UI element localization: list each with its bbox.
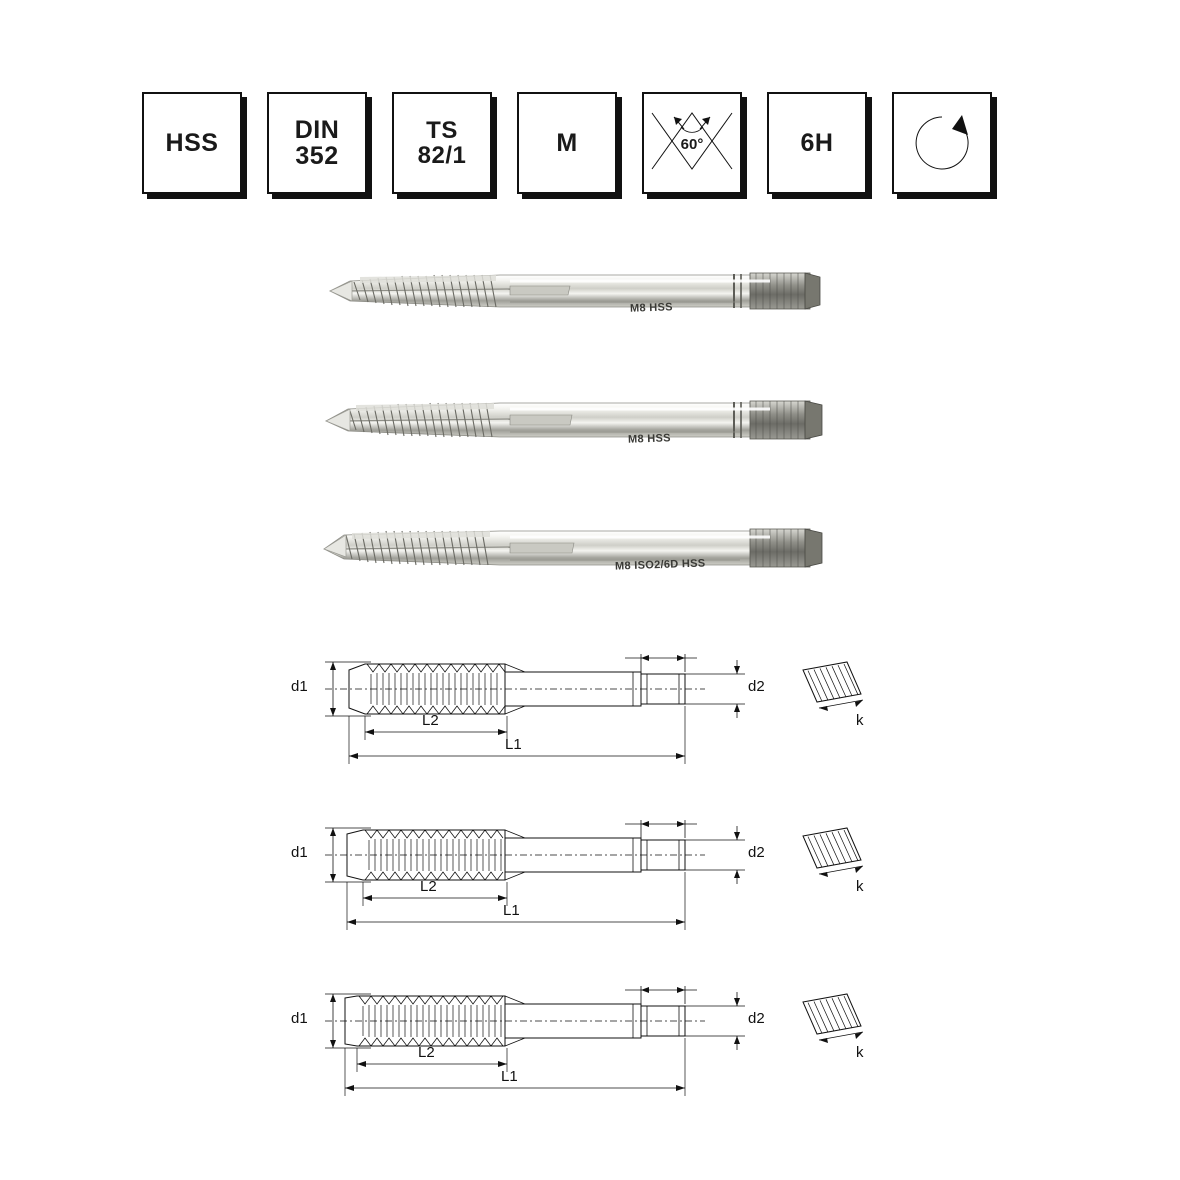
badge-din352-line1: DIN: [294, 115, 340, 144]
badge-metric-label: M: [556, 128, 578, 157]
label-k-3: k: [856, 1044, 864, 1061]
label-l2-1: L2: [422, 712, 439, 729]
photo-taper-tap: [310, 245, 850, 360]
label-l2-2: L2: [420, 878, 437, 895]
drawing-bottom-tap: [285, 972, 905, 1114]
badge-tolerance-6h-label: 6H: [800, 128, 834, 157]
drawing-second-tap-svg: [285, 806, 905, 948]
taper-tap-illustration: [310, 245, 850, 355]
label-d1-1: d1: [291, 678, 308, 695]
label-k-2: k: [856, 878, 864, 895]
technical-drawing-group: [285, 640, 905, 1138]
second-tap-illustration: [310, 373, 850, 483]
badge-din352: [267, 92, 367, 194]
badge-ts821: [392, 92, 492, 194]
label-l1-2: L1: [503, 902, 520, 919]
label-d2-3: d2: [748, 1010, 765, 1027]
taper-tap-marking: M8 HSS: [629, 301, 673, 315]
label-k-1: k: [856, 712, 864, 729]
photo-second-tap: [310, 373, 850, 488]
badge-metric: [517, 92, 617, 194]
drawing-taper-tap-svg: [285, 640, 905, 782]
drawing-taper-tap: [285, 640, 905, 782]
label-d1-2: d1: [291, 844, 308, 861]
spec-badge-row: [142, 92, 992, 194]
badge-thread-angle-label: 60°: [680, 136, 704, 153]
label-l1-3: L1: [501, 1068, 518, 1085]
badge-thread-angle: [642, 92, 742, 194]
label-d2-1: d2: [748, 678, 765, 695]
badge-hss-label: HSS: [165, 128, 219, 157]
label-l2-3: L2: [418, 1044, 435, 1061]
second-tap-marking: M8 HSS: [627, 432, 671, 446]
product-photo-group: [300, 245, 860, 615]
badge-din352-line2: 352: [295, 142, 339, 170]
photo-bottom-tap: [310, 503, 850, 618]
bottom-tap-marking: M8 ISO2/6D HSS: [614, 557, 706, 573]
drawing-second-tap: [285, 806, 905, 948]
label-d1-3: d1: [291, 1010, 308, 1027]
badge-ts821-line1: TS: [426, 116, 458, 144]
badge-rotation-direction: [892, 92, 992, 194]
badge-ts821-line2: 82/1: [417, 142, 467, 169]
clockwise-rotation-icon: [906, 107, 978, 179]
badge-tolerance-6h: [767, 92, 867, 194]
drawing-bottom-tap-svg: [285, 972, 905, 1114]
label-d2-2: d2: [748, 844, 765, 861]
bottom-tap-illustration: [310, 503, 850, 613]
label-l1-1: L1: [505, 736, 522, 753]
badge-hss: [142, 92, 242, 194]
